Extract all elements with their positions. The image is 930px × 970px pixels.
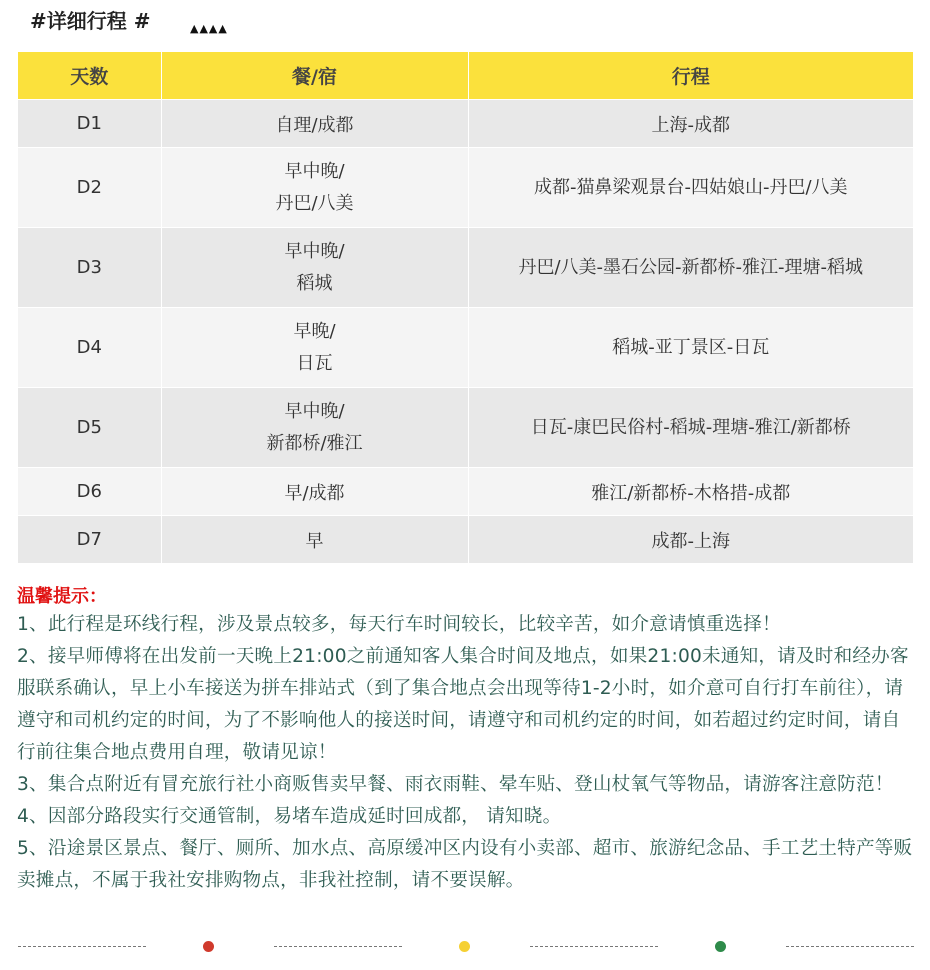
route-cell: 丹巴/八美-墨石公园-新都桥-雅江-理塘-稻城: [468, 228, 913, 308]
header-day: 天数: [18, 52, 161, 100]
meal-line: 稻城: [296, 272, 333, 294]
meal-line: 早中晚/: [284, 400, 345, 422]
meal-line: 丹巴/八美: [275, 192, 354, 214]
section-title: #详细行程 #: [18, 8, 168, 34]
meal-cell: [161, 468, 468, 516]
meal-line: 早中晚/: [284, 160, 345, 182]
table-row: [18, 228, 913, 308]
section-header: [18, 8, 168, 42]
day-cell: D7: [18, 516, 161, 564]
red-dot-icon: [203, 941, 214, 952]
meal-cell: [161, 148, 468, 228]
table-row: [18, 100, 913, 148]
meal-line: 日瓦: [296, 352, 333, 374]
route-cell: 稻城-亚丁景区-日瓦: [468, 308, 913, 388]
route-cell: 成都-上海: [468, 516, 913, 564]
table-row: [18, 308, 913, 388]
yellow-dot-icon: [459, 941, 470, 952]
meal-line: 早: [305, 530, 324, 552]
tips-heading: 温馨提示：: [17, 586, 107, 607]
dashed-line: [18, 946, 146, 947]
meal-cell: [161, 228, 468, 308]
header-route: 行程: [468, 52, 913, 100]
tip-item: 4、因部分路段实行交通管制，易堵车造成延时回成都， 请知晓。: [17, 806, 562, 827]
triangle-decoration-icon: ▲▲▲▲: [190, 22, 228, 35]
table-row: [18, 468, 913, 516]
day-cell: D3: [18, 228, 161, 308]
tip-item: 2、接早师傅将在出发前一天晚上21:00之前通知客人集合时间及地点，如果21:00未通知，请及时和经办客服联系确认，早上小车接送为拼车排站式（到了集合地点会出现等待1-2小时，如介意可自行打车前往），请遵守和司机约定的时间，为了不影响他人的接送时间，请遵守和司机约定的时间，如若超过约定时间，请自行前往集合地点费用自理，敬请见谅！: [17, 646, 909, 763]
meal-line: 早中晚/: [284, 240, 345, 262]
tips-list: [17, 609, 917, 897]
meal-cell: [161, 308, 468, 388]
table-row: [18, 388, 913, 468]
header-meal-lodging: 餐/宿: [161, 52, 468, 100]
route-cell: 上海-成都: [468, 100, 913, 148]
dashed-line: [274, 946, 402, 947]
meal-line: 早/成都: [284, 482, 345, 504]
tip-item: 5、沿途景区景点、餐厅、厕所、加水点、高原缓冲区内设有小卖部、超市、旅游纪念品、手工艺土特产等贩卖摊点，不属于我社安排购物点，非我社控制，请不要误解。: [17, 838, 913, 891]
tip-item: 1、此行程是环线行程，涉及景点较多，每天行车时间较长，比较辛苦，如介意请慎重选择！: [17, 614, 781, 635]
day-cell: D6: [18, 468, 161, 516]
meal-cell: [161, 100, 468, 148]
meal-cell: [161, 388, 468, 468]
day-cell: D5: [18, 388, 161, 468]
route-cell: 日瓦-康巴民俗村-稻城-理塘-雅江/新都桥: [468, 388, 913, 468]
meal-cell: [161, 516, 468, 564]
meal-line: 自理/成都: [275, 114, 354, 136]
day-cell: D4: [18, 308, 161, 388]
meal-line: 早晚/: [293, 320, 336, 342]
table-header-row: [18, 52, 913, 100]
footer-divider: [18, 938, 914, 954]
dashed-line: [786, 946, 914, 947]
tip-item: 3、集合点附近有冒充旅行社小商贩售卖早餐、雨衣雨鞋、晕车贴、登山杖氧气等物品，请游客注意防范！: [17, 774, 894, 795]
day-cell: D2: [18, 148, 161, 228]
table-row: [18, 516, 913, 564]
green-dot-icon: [715, 941, 726, 952]
route-cell: 雅江/新都桥-木格措-成都: [468, 468, 913, 516]
itinerary-table: [18, 52, 913, 564]
dashed-line: [530, 946, 658, 947]
table-row: [18, 148, 913, 228]
meal-line: 新都桥/雅江: [266, 432, 363, 454]
route-cell: 成都-猫鼻梁观景台-四姑娘山-丹巴/八美: [468, 148, 913, 228]
day-cell: D1: [18, 100, 161, 148]
